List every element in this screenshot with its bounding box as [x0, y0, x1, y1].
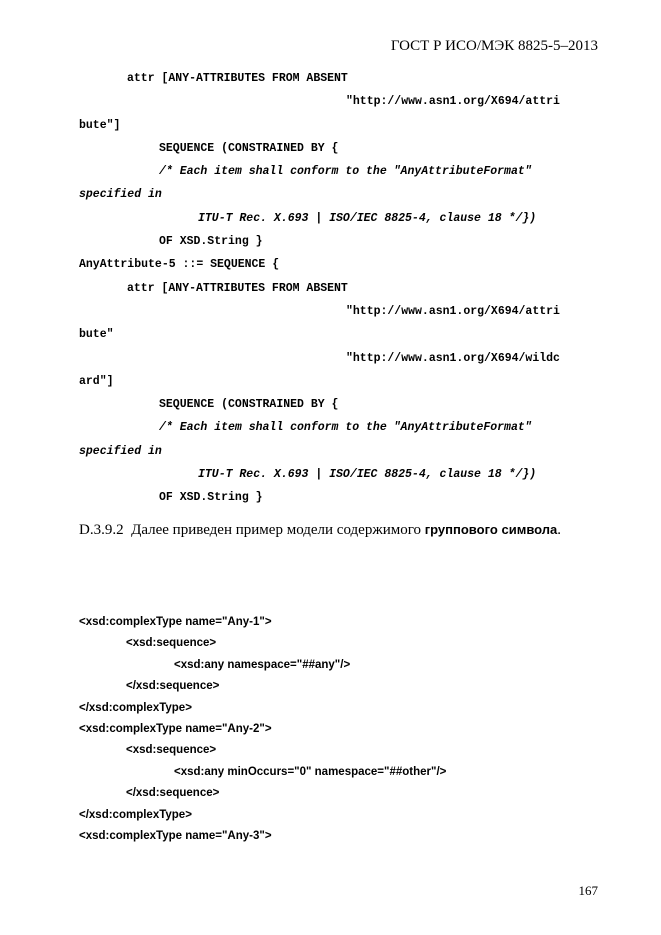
code-line: "http://www.asn1.org/X694/wildc	[346, 351, 560, 365]
paragraph-tail: .	[557, 522, 562, 538]
code-line: specified in	[79, 188, 162, 202]
code-line: SEQUENCE (CONSTRAINED BY {	[159, 398, 339, 412]
code-line: AnyAttribute-5 ::= SEQUENCE {	[79, 258, 280, 272]
code-line: /* Each item shall conform to the "AnyAttributeFormat"	[159, 421, 532, 435]
page-number: 167	[578, 883, 598, 898]
code-line: bute"]	[79, 118, 121, 132]
xsd-line: <xsd:sequence>	[126, 637, 217, 650]
xsd-line: <xsd:sequence>	[126, 744, 217, 757]
bold-term-1: группового	[424, 522, 498, 537]
code-line: ITU-T Rec. X.693 | ISO/IEC 8825-4, clause 18 */})	[198, 468, 537, 482]
asn1-code-block	[79, 67, 599, 510]
clause-number: D.3.9.2	[79, 522, 124, 538]
code-line: OF XSD.String }	[159, 235, 263, 249]
paragraph-text: Далее приведен пример модели содержимого	[131, 522, 421, 538]
xsd-line: <xsd:complexType name="Any-1">	[79, 616, 272, 628]
code-line: /* Each item shall conform to the "AnyAttributeFormat"	[159, 165, 532, 179]
xsd-line: <xsd:any namespace="##any"/>	[174, 658, 351, 671]
code-line: OF XSD.String }	[159, 491, 263, 505]
code-line: "http://www.asn1.org/X694/attri	[346, 95, 560, 109]
paragraph-d3-9-2	[79, 517, 599, 543]
xsd-line: <xsd:complexType name="Any-2">	[79, 722, 272, 735]
bold-term-2: символа	[501, 522, 558, 537]
code-line: attr [ANY-ATTRIBUTES FROM ABSENT	[127, 281, 348, 295]
code-line: attr [ANY-ATTRIBUTES FROM ABSENT	[127, 72, 348, 85]
code-line: ard"]	[79, 374, 114, 388]
code-line: specified in	[79, 444, 162, 458]
xsd-line: </xsd:sequence>	[126, 787, 220, 800]
xsd-line: <xsd:complexType name="Any-3">	[79, 829, 272, 842]
code-line: ITU-T Rec. X.693 | ISO/IEC 8825-4, clause 18 */})	[198, 211, 537, 225]
xsd-line: </xsd:sequence>	[126, 680, 220, 693]
xsd-line: </xsd:complexType>	[79, 808, 192, 821]
code-line: "http://www.asn1.org/X694/attri	[346, 304, 560, 318]
code-line: bute"	[79, 328, 114, 342]
xsd-line: <xsd:any minOccurs="0" namespace="##other"/>	[174, 765, 447, 778]
xsd-code-block	[79, 612, 446, 847]
xsd-line: </xsd:complexType>	[79, 701, 192, 714]
page-header: ГОСТ Р ИСО/МЭК 8825-5–2013	[390, 38, 598, 54]
code-line: SEQUENCE (CONSTRAINED BY {	[159, 141, 339, 155]
